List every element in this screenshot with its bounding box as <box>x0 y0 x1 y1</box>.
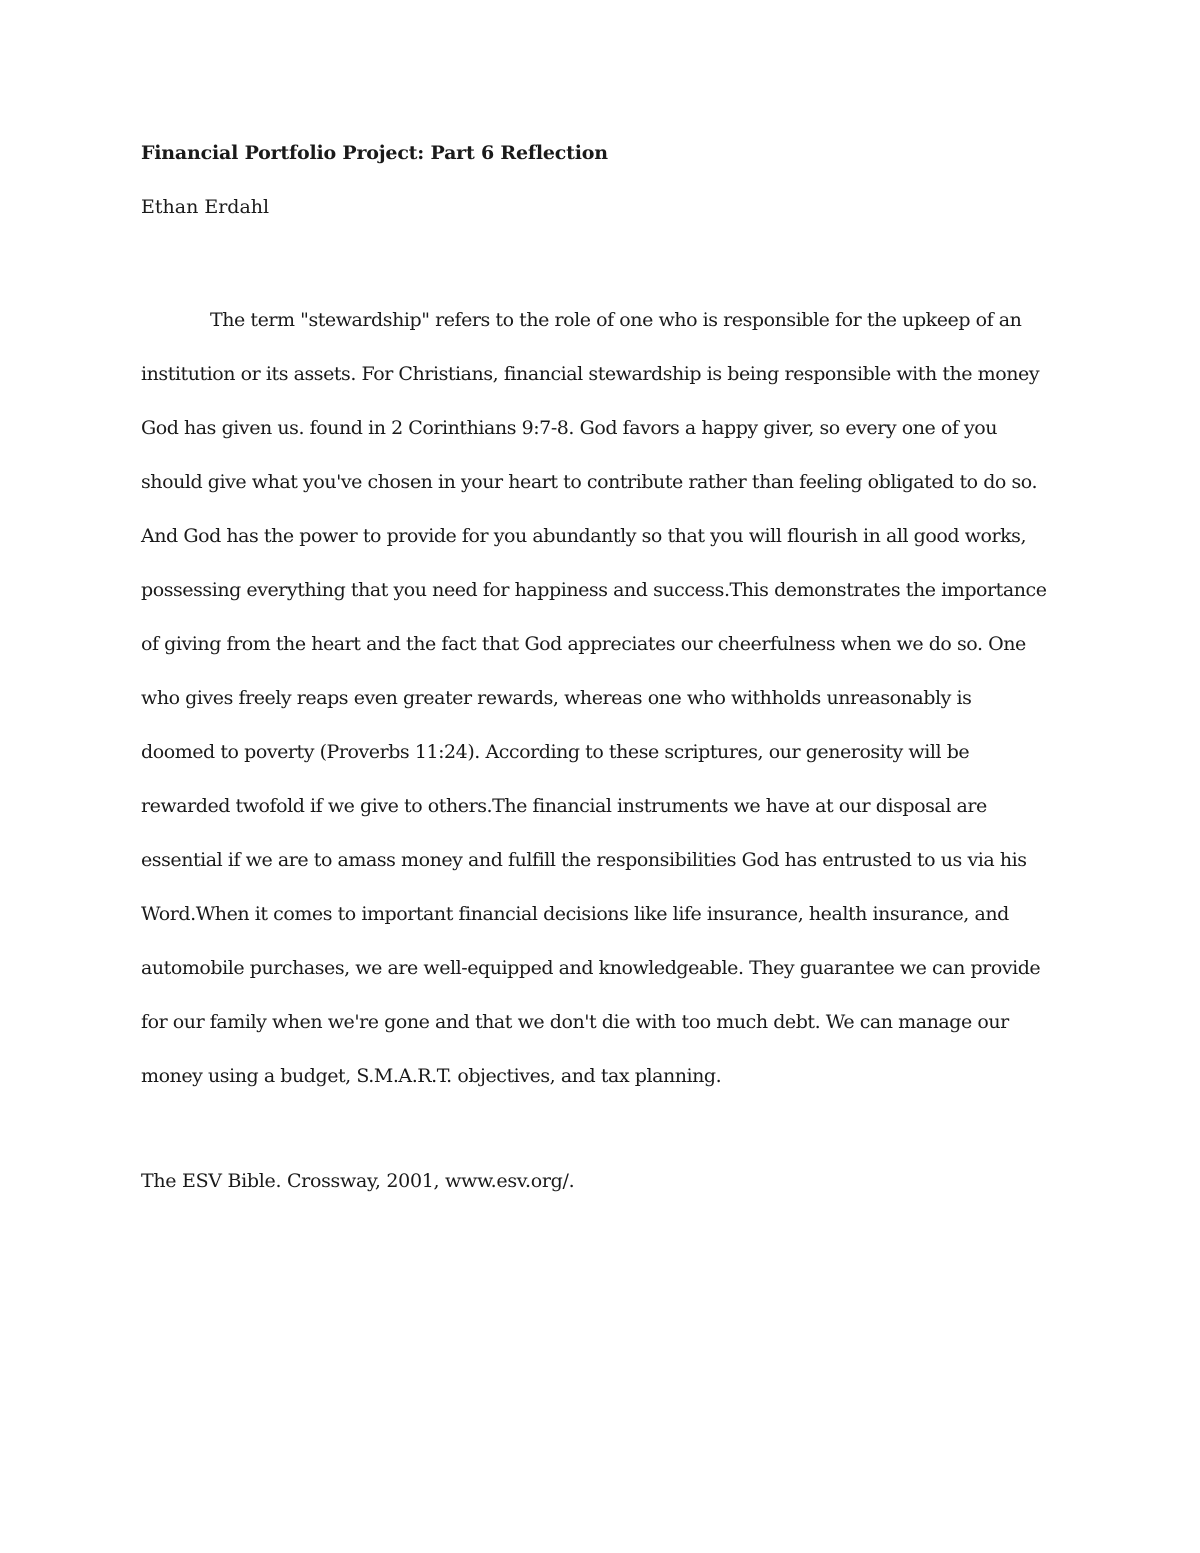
paragraph-line: money using a budget, S.M.A.R.T. objectives, and tax planning. <box>141 1065 722 1087</box>
paragraph-line: automobile purchases, we are well-equipped and knowledgeable. They guarantee we can provide <box>141 957 1041 979</box>
document-title: Financial Portfolio Project: Part 6 Reflection <box>141 142 608 164</box>
author-name: Ethan Erdahl <box>141 196 270 218</box>
paragraph-line: essential if we are to amass money and fulfill the responsibilities God has entrusted to us via his <box>141 849 1027 871</box>
paragraph-line: for our family when we're gone and that we don't die with too much debt. We can manage our <box>141 1011 1009 1033</box>
works-cited-entry: The ESV Bible. Crossway, 2001, www.esv.org/. <box>141 1170 575 1192</box>
paragraph-line: The term "stewardship" refers to the role of one who is responsible for the upkeep of an <box>210 309 1022 331</box>
paragraph-line: of giving from the heart and the fact that God appreciates our cheerfulness when we do so. One <box>141 633 1026 655</box>
paragraph-line: who gives freely reaps even greater rewards, whereas one who withholds unreasonably is <box>141 687 972 709</box>
paragraph-line: possessing everything that you need for happiness and success.This demonstrates the importance <box>141 579 1047 601</box>
paragraph-line: institution or its assets. For Christians, financial stewardship is being responsible with the money <box>141 363 1040 385</box>
reflection-paragraph <box>141 304 1101 1114</box>
paragraph-line: rewarded twofold if we give to others.The financial instruments we have at our disposal are <box>141 795 987 817</box>
paragraph-line: doomed to poverty (Proverbs 11:24). According to these scriptures, our generosity will be <box>141 741 970 763</box>
paragraph-line: God has given us. found in 2 Corinthians 9:7-8. God favors a happy giver, so every one of you <box>141 417 998 439</box>
paragraph-line: And God has the power to provide for you abundantly so that you will flourish in all good works, <box>141 525 1027 547</box>
paragraph-line: Word.When it comes to important financial decisions like life insurance, health insurance, and <box>141 903 1009 925</box>
paragraph-line: should give what you've chosen in your heart to contribute rather than feeling obligated to do so. <box>141 471 1038 493</box>
